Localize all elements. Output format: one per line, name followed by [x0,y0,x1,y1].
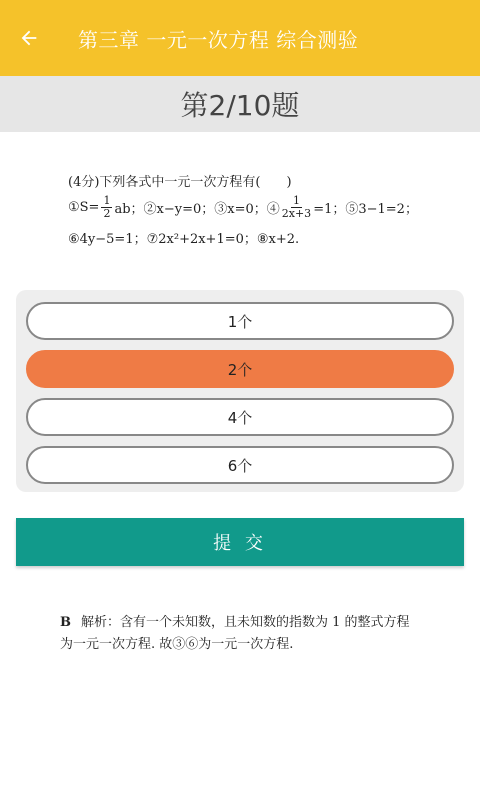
submit-button[interactable]: 提 交 [16,518,464,566]
q-segment-a: ①S= [68,199,100,215]
fraction-1 [101,195,112,220]
question-line-3: ⑥4y−5=1；⑦2x²+2x+1=0；⑧x+2. [68,231,300,247]
question-counter: 第2/10题 [0,76,480,132]
answer-line-2: 为一元一次方程. 故③⑥为一元一次方程. [60,637,294,652]
option-1[interactable]: 1个 [26,302,454,340]
app-bar [0,0,480,76]
options-card [16,290,464,492]
fraction-2-num: 1 [292,193,300,207]
fraction-1-den: 2 [103,206,111,220]
answer-key: B [60,615,71,630]
fraction-2 [282,195,311,220]
fraction-2-den: 2x+3 [281,206,312,220]
question-text [68,168,418,252]
fraction-1-num: 1 [103,193,111,207]
question-line-1: (4分)下列各式中一元一次方程有( ) [68,174,292,190]
answer-explanation [60,612,430,656]
app-title: 第三章 一元一次方程 综合测验 [78,27,359,52]
option-4[interactable]: 6个 [26,446,454,484]
answer-text-1: 解析：含有一个未知数，且未知数的指数为 1 的整式方程 [81,615,410,630]
q-segment-c: =1；⑤3−1=2； [313,201,418,217]
q-segment-b: ab；②x−y=0；③x=0；④ [114,201,280,217]
back-arrow-icon[interactable] [14,23,44,53]
option-2-selected[interactable]: 2个 [26,350,454,388]
answer-line-1 [60,612,430,634]
option-3[interactable]: 4个 [26,398,454,436]
question-line-2 [68,192,418,222]
